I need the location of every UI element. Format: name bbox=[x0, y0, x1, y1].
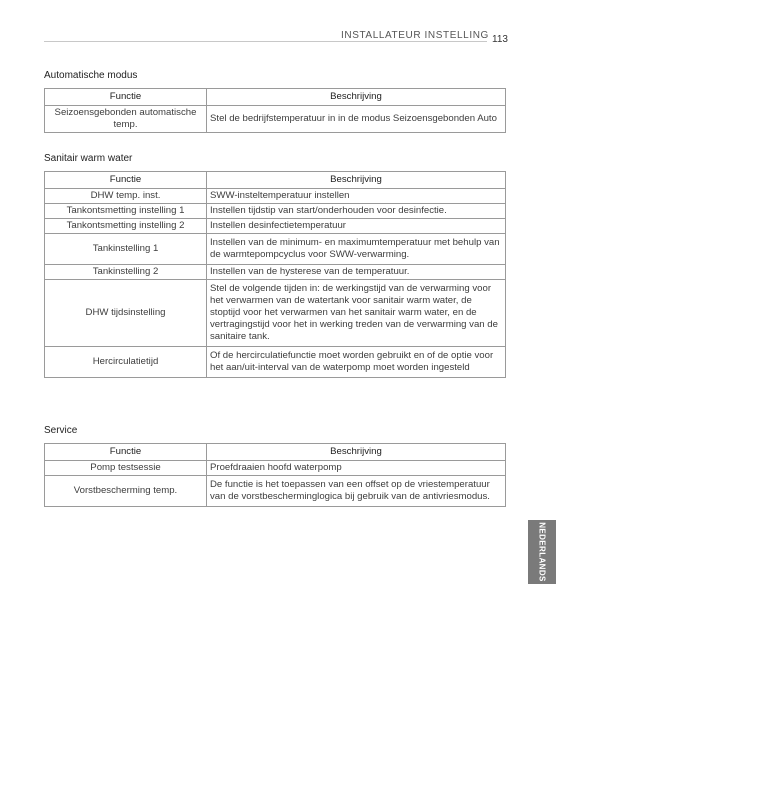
description-cell: Instellen desinfectietemperatuur bbox=[207, 219, 506, 234]
table-row bbox=[45, 234, 506, 265]
function-cell: Seizoensgebonden automatische temp. bbox=[45, 106, 207, 133]
table-row bbox=[45, 461, 506, 476]
column-header-function: Functie bbox=[45, 89, 207, 106]
description-cell: De functie is het toepassen van een offset op de vriestemperatuur van de vorstbescherminglogica bij gebruik van de antivriesmodus. bbox=[207, 476, 506, 507]
description-cell: Stel de bedrijfstemperatuur in in de modus Seizoensgebonden Auto bbox=[207, 106, 506, 133]
function-cell: Vorstbescherming temp. bbox=[45, 476, 207, 507]
table-row bbox=[45, 280, 506, 347]
description-cell: Instellen tijdstip van start/onderhouden voor desinfectie. bbox=[207, 204, 506, 219]
table-header-row bbox=[45, 444, 506, 461]
column-header-description: Beschrijving bbox=[207, 444, 506, 461]
column-header-description: Beschrijving bbox=[207, 172, 506, 189]
table-row bbox=[45, 189, 506, 204]
function-cell: Pomp testsessie bbox=[45, 461, 207, 476]
function-cell: Hercirculatietijd bbox=[45, 347, 207, 378]
description-cell: Proefdraaien hoofd waterpomp bbox=[207, 461, 506, 476]
column-header-description: Beschrijving bbox=[207, 89, 506, 106]
function-cell: DHW tijdsinstelling bbox=[45, 280, 207, 347]
header-title: INSTALLATEUR INSTELLING bbox=[341, 30, 489, 41]
function-cell: DHW temp. inst. bbox=[45, 189, 207, 204]
language-side-tab bbox=[528, 520, 556, 584]
function-cell: Tankinstelling 2 bbox=[45, 265, 207, 280]
table-row bbox=[45, 347, 506, 378]
description-cell: Instellen van de hysterese van de temperatuur. bbox=[207, 265, 506, 280]
table-row bbox=[45, 219, 506, 234]
table-row bbox=[45, 204, 506, 219]
description-cell: SWW-insteltemperatuur instellen bbox=[207, 189, 506, 204]
table-header-row bbox=[45, 172, 506, 189]
table-header-row bbox=[45, 89, 506, 106]
description-cell: Of de hercirculatiefunctie moet worden gebruikt en of de optie voor het aan/uit-interval van de waterpomp moet worden ingesteld bbox=[207, 347, 506, 378]
table-row bbox=[45, 106, 506, 133]
column-header-function: Functie bbox=[45, 172, 207, 189]
function-cell: Tankinstelling 1 bbox=[45, 234, 207, 265]
description-cell: Instellen van de minimum- en maximumtemperatuur met behulp van de warmtepompcyclus voor SWW-verwarming. bbox=[207, 234, 506, 265]
table-automatische-modus bbox=[44, 88, 506, 133]
function-cell: Tankontsmetting instelling 2 bbox=[45, 219, 207, 234]
section-title-service: Service bbox=[44, 425, 78, 436]
page-number: 113 bbox=[492, 34, 508, 45]
table-sanitair-warm-water bbox=[44, 171, 506, 378]
table-row bbox=[45, 265, 506, 280]
header-divider bbox=[44, 41, 487, 42]
language-tab-label: NEDERLANDS bbox=[537, 522, 547, 582]
description-cell: Stel de volgende tijden in: de werkingstijd van de verwarming voor het verwarmen van de watertank voor sanitair warm water, de stoptijd voor het verwarmen van het sanitair warm water, en de vertragingstijd voor het in werking treden van de verwarming van de sanitaire tank. bbox=[207, 280, 506, 347]
section-title-sanitair-warm-water: Sanitair warm water bbox=[44, 153, 133, 164]
column-header-function: Functie bbox=[45, 444, 207, 461]
function-cell: Tankontsmetting instelling 1 bbox=[45, 204, 207, 219]
section-title-automatische-modus: Automatische modus bbox=[44, 70, 138, 81]
table-row bbox=[45, 476, 506, 507]
table-service bbox=[44, 443, 506, 507]
